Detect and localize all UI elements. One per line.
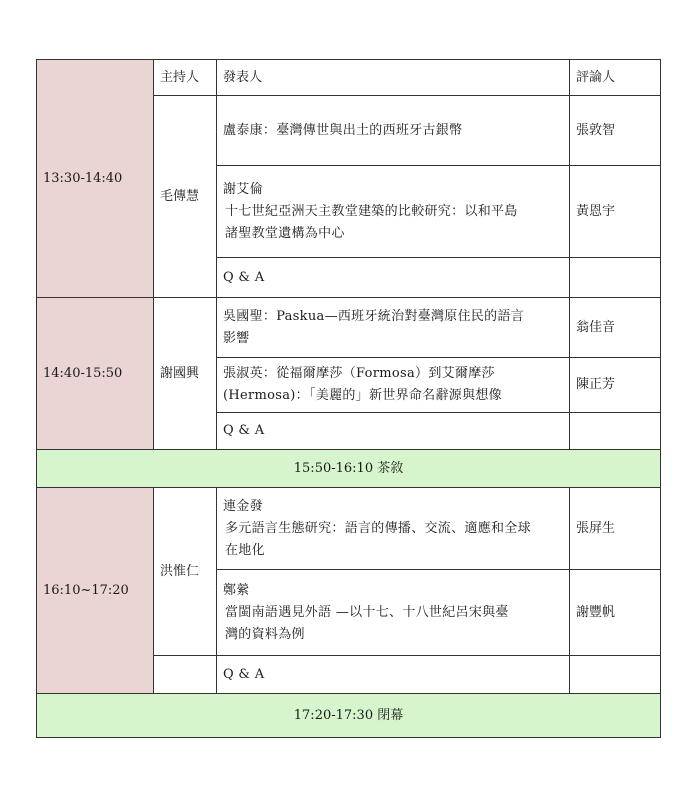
session2-qa-empty (570, 413, 661, 450)
session1-time: 13:30-14:40 (37, 60, 154, 298)
header-commentator: 評論人 (570, 60, 661, 96)
session3-talk2-title-line2: 灣的資料為例 (225, 626, 305, 642)
session3-talk2-speaker: 鄭縈 (223, 582, 250, 598)
session2-talk2-line2: (Hermosa)：「美麗的」新世界命名辭源與想像 (223, 388, 502, 403)
session2-talk1 (217, 298, 570, 358)
session1-qa: Q & A (217, 258, 570, 298)
session2-talk2 (217, 358, 570, 413)
session3-talk2-title-line1: 當閩南語遇見外語 —以十七、十八世紀呂宋與臺 (225, 604, 509, 620)
tea-break: 15:50-16:10 茶敘 (37, 450, 661, 488)
closing: 17:20-17:30 閉幕 (37, 694, 661, 738)
session1-talk1-commentator: 張敦智 (570, 96, 661, 166)
session2-talk2-commentator: 陳正芳 (570, 358, 661, 413)
session1-talk2 (217, 166, 570, 258)
session3-talk1 (217, 488, 570, 570)
session1-talk2-speaker: 謝艾倫 (223, 181, 263, 197)
header-presenter: 發表人 (217, 60, 570, 96)
header-row (37, 60, 661, 96)
session1-host: 毛傳慧 (154, 96, 217, 298)
session1-talk2-title-line1: 十七世紀亞洲天主教堂建築的比較研究：以和平島 (225, 203, 518, 219)
session2-talk1-line2: 影響 (223, 330, 250, 346)
break-row (37, 450, 661, 488)
session2-time: 14:40-15:50 (37, 298, 154, 450)
session3-talk2-commentator: 謝豐帆 (570, 570, 661, 656)
session1-talk1: 盧泰康：臺灣傳世與出土的西班牙古銀幣 (217, 96, 570, 166)
session3-talk1-row (37, 488, 661, 570)
session1-talk2-commentator: 黃恩宇 (570, 166, 661, 258)
session3-talk2 (217, 570, 570, 656)
session2-host: 謝國興 (154, 298, 217, 450)
session3-talk1-commentator: 張屏生 (570, 488, 661, 570)
session3-talk1-speaker: 連金發 (223, 498, 263, 514)
schedule-table (36, 59, 661, 738)
session1-talk2-title-line2: 諸聖教堂遺構為中心 (225, 225, 345, 241)
session3-talk1-title-line2: 在地化 (225, 542, 265, 558)
session1-qa-empty (570, 258, 661, 298)
header-host: 主持人 (154, 60, 217, 96)
session2-talk1-row (37, 298, 661, 358)
session3-qa: Q & A (217, 656, 570, 694)
session2-talk1-line1: 吳國聖：Paskua—西班牙統治對臺灣原住民的語言 (223, 308, 525, 324)
session3-time: 16:10~17:20 (37, 488, 154, 694)
closing-row (37, 694, 661, 738)
session3-qa-empty (570, 656, 661, 694)
session2-talk1-commentator: 翁佳音 (570, 298, 661, 358)
session2-talk2-line1: 張淑英：從福爾摩莎（Formosa）到艾爾摩莎 (223, 366, 495, 381)
session3-host: 洪惟仁 (154, 488, 217, 656)
session3-talk1-title-line1: 多元語言生態研究：語言的傳播、交流、適應和全球 (225, 520, 531, 536)
session3-host-empty (154, 656, 217, 694)
session2-qa: Q & A (217, 413, 570, 450)
